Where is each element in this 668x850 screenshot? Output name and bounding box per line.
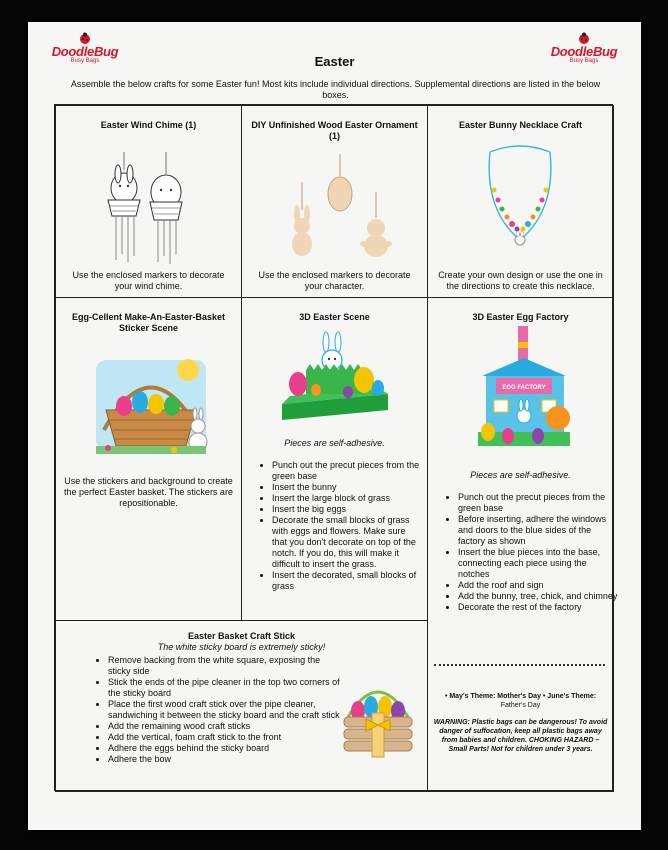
cell-title: Easter Bunny Necklace Craft <box>458 120 583 130</box>
list-item: • Add the vertical, foam craft stick to the front <box>108 732 342 743</box>
factory-steps <box>442 492 620 613</box>
intro-text: Assemble the below crafts for some Easter fun! Most kits include individual directions. Supplemental directions are listed in the below boxes. <box>70 79 601 100</box>
cell-title: 3D Easter Egg Factory <box>472 312 569 322</box>
list-item: • Insert the large block of grass <box>272 493 422 504</box>
list-item: • Add the roof and sign <box>458 580 620 591</box>
list-item: • Add the remaining wood craft sticks <box>108 721 342 732</box>
logo-brand: DoodleBug <box>550 44 618 59</box>
logo-brand: DoodleBug <box>51 44 119 59</box>
ladybug-icon <box>78 32 92 44</box>
craft-grid <box>54 104 618 791</box>
factory-sign: EGG FACTORY <box>502 385 546 391</box>
craft-stick-basket-illustration <box>338 673 418 759</box>
cell-3d-scene <box>241 297 428 621</box>
themes-line-1: • May's Theme: Mother's Day • June's Theme: <box>444 693 597 700</box>
self-adhesive-note: Pieces are self-adhesive. <box>284 438 385 448</box>
cell-title: DIY Unfinished Wood Easter Ornament (1) <box>251 120 418 141</box>
ornament-illustration <box>272 152 402 262</box>
list-item: • Insert the bunny <box>272 482 422 493</box>
list-item: • Insert the decorated, small blocks of grass <box>272 570 422 592</box>
egg-factory-illustration <box>474 324 574 456</box>
cell-title: Easter Basket Craft Stick <box>187 631 296 641</box>
themes-line-2: Father's Day <box>500 702 541 709</box>
wind-chime-illustration <box>94 150 204 268</box>
logo-sub: Busy Bags <box>569 58 599 64</box>
cell-text: Use the enclosed markers to decorate your wind chime. <box>72 270 225 291</box>
cell-text: Use the stickers and background to create the perfect Easter basket. The stickers are repositionable. <box>64 476 233 508</box>
scene3d-steps <box>256 460 422 592</box>
list-item: • Adhere the eggs behind the sticky board <box>108 743 342 754</box>
list-item: • Place the first wood craft stick over the pipe cleaner, sandwiching it between the sticky board and the craft stick <box>108 699 342 721</box>
list-item: • Decorate the rest of the factory <box>458 602 620 613</box>
self-adhesive-note: Pieces are self-adhesive. <box>470 470 571 480</box>
cell-basket-scene <box>55 297 242 621</box>
list-item: • Add the bunny, tree, chick, and chimney <box>458 591 620 602</box>
cell-wind-chime <box>55 105 242 298</box>
warning-text: WARNING: Plastic bags can be dangerous! To avoid danger of suffocation, keep all plastic bags away from babies and children. CHOKING HAZARD – Small Parts! Not for children under 3 years. <box>433 719 608 753</box>
cell-text: Use the enclosed markers to decorate your character. <box>258 270 411 291</box>
list-item: • Insert the blue pieces into the base, connecting each piece using the notches <box>458 547 620 580</box>
list-item: • Before inserting, adhere the windows and doors to the blue sides of the factory as shown <box>458 514 620 547</box>
cell-title: Easter Wind Chime (1) <box>100 120 197 130</box>
list-item: • Insert the big eggs <box>272 504 422 515</box>
sticky-note: The white sticky board is extremely sticky! <box>157 642 326 652</box>
list-item: • Adhere the bow <box>108 754 342 765</box>
page-title: Easter <box>314 54 355 69</box>
themes-line <box>432 692 609 710</box>
basket-scene-illustration <box>86 350 216 460</box>
necklace-illustration <box>476 140 566 250</box>
list-item: • Punch out the precut pieces from the green base <box>272 460 422 482</box>
cell-title: Egg-Cellent Make-An-Easter-Basket Sticker Scene <box>71 312 226 333</box>
logo-sub: Busy Bags <box>70 58 100 64</box>
list-item: • Punch out the precut pieces from the green base <box>458 492 620 514</box>
cell-text: Create your own design or use the one in the directions to create this necklace. <box>438 270 603 291</box>
list-item: • Decorate the small blocks of grass with eggs and flowers. Make sure that you don't decorate on top of the notch. If you do, this will make it difficult to insert the grass. <box>272 515 422 570</box>
cell-necklace <box>427 105 614 298</box>
dotted-divider <box>434 664 605 666</box>
ladybug-icon <box>577 32 591 44</box>
instruction-sheet <box>28 22 641 830</box>
list-item: • Stick the ends of the pipe cleaner in the top two corners of the sticky board <box>108 677 342 699</box>
cell-craft-stick <box>55 620 428 792</box>
list-item: • Remove backing from the white square, exposing the sticky side <box>108 655 342 677</box>
craft-stick-steps <box>92 655 342 765</box>
cell-ornament <box>241 105 428 298</box>
cell-title: 3D Easter Scene <box>299 312 370 322</box>
3d-scene-illustration <box>276 330 394 424</box>
